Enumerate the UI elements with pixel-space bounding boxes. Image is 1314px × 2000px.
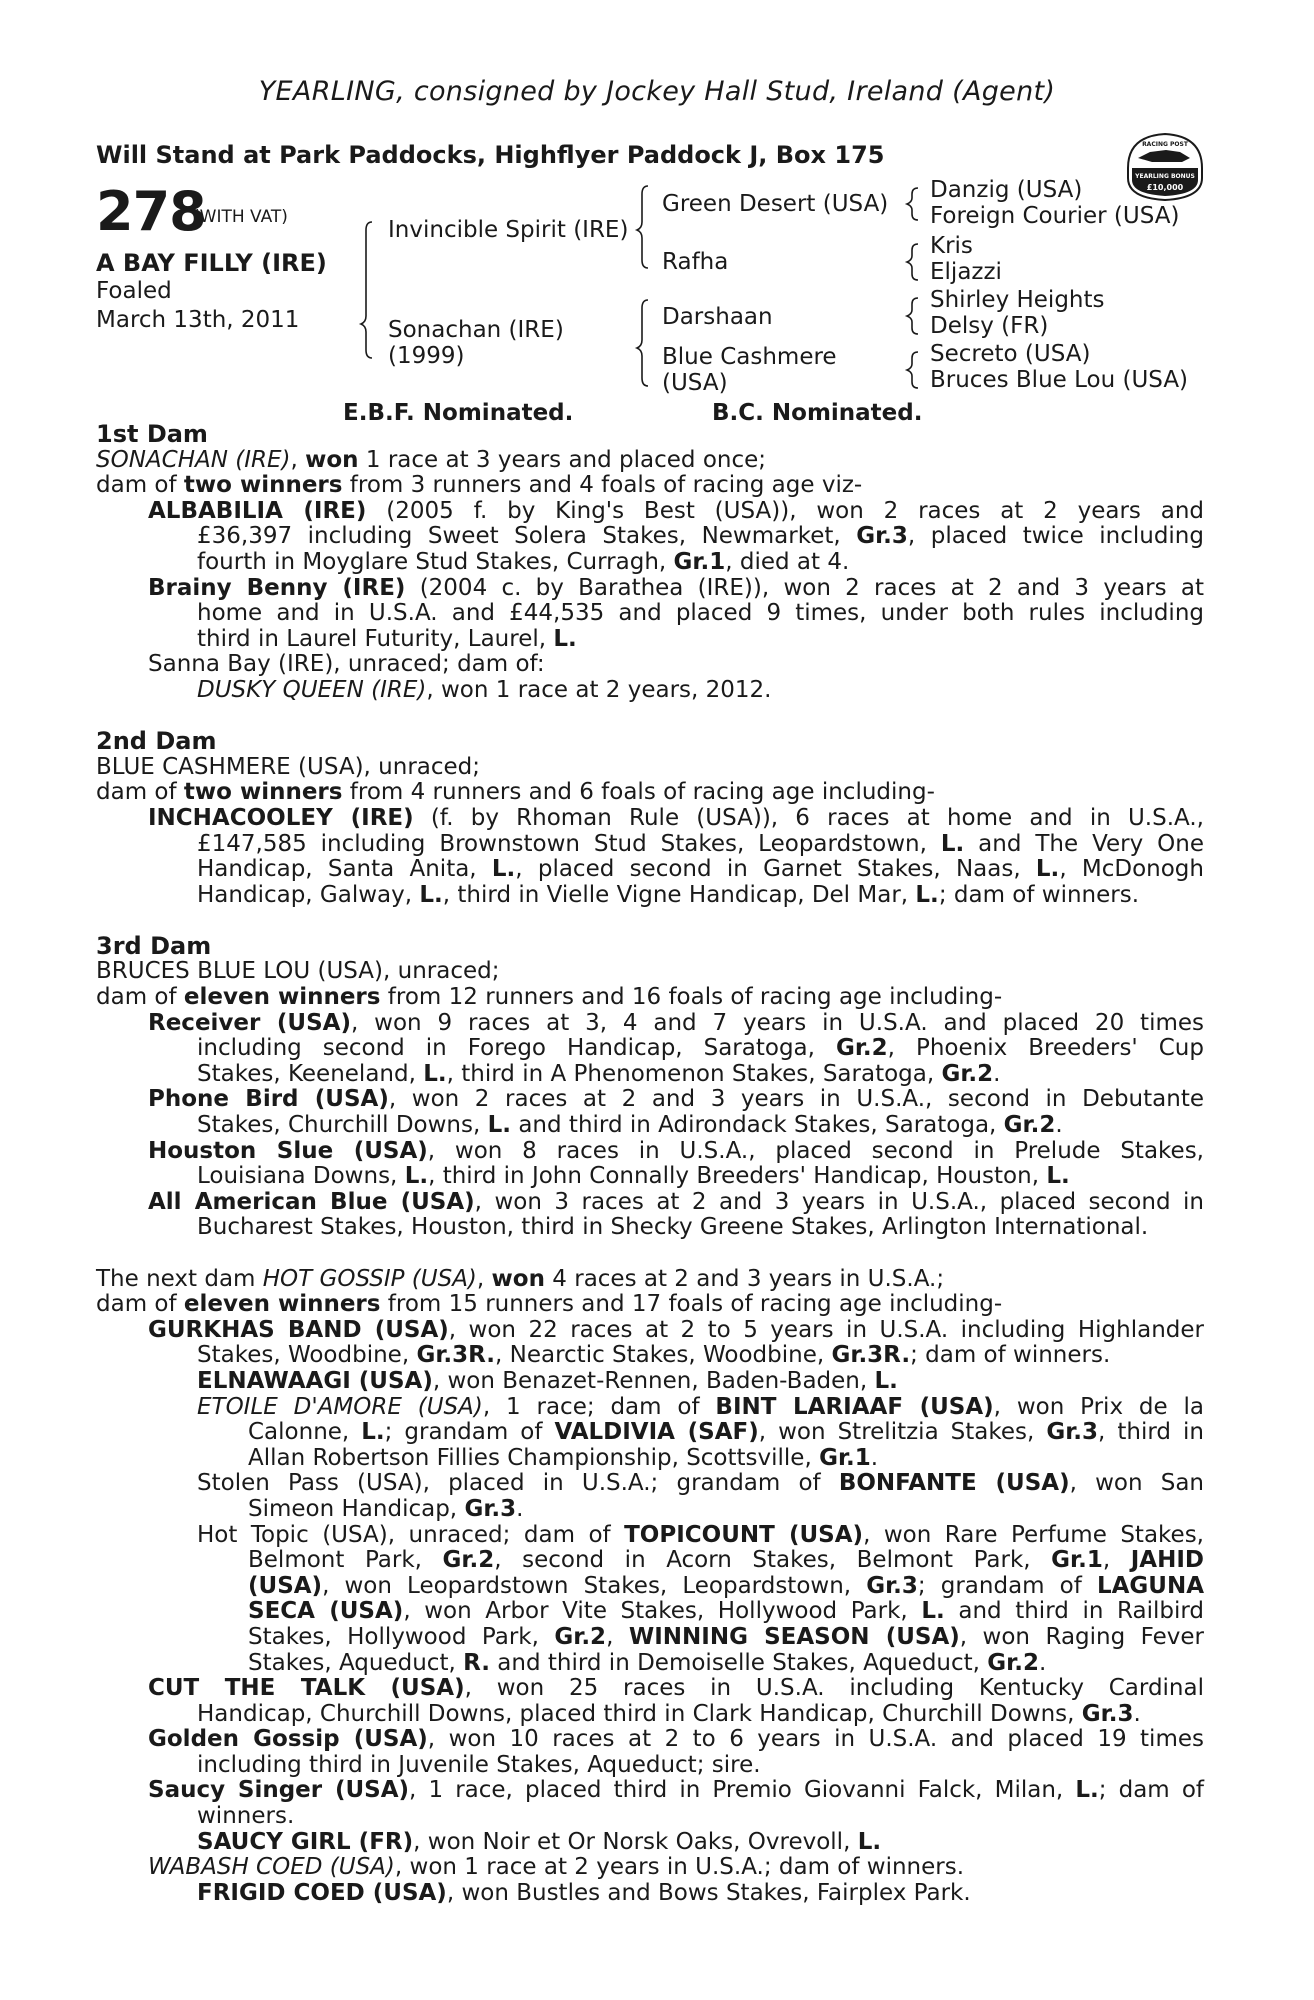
dsd: Delsy (FR) bbox=[930, 313, 1049, 339]
bc-nominated: B.C. Nominated. bbox=[712, 400, 923, 426]
dam-sire: Darshaan bbox=[662, 304, 773, 330]
sire-sire: Green Desert (USA) bbox=[662, 191, 889, 217]
first-dam-heading: 1st Dam bbox=[96, 420, 208, 448]
brace-dam bbox=[637, 300, 648, 386]
vat-note: (WITH VAT) bbox=[193, 207, 288, 227]
badge-amount-text: £10,000 bbox=[1146, 183, 1184, 192]
produce-hot-topic-4: SECA (USA), won Arbor Vite Stakes, Hollywood Park, L. and third in Railbird bbox=[248, 1598, 1204, 1625]
produce-brainy-benny-2: home and in U.S.A. and £44,535 and placed 9 times, under both rules including bbox=[197, 600, 1204, 627]
produce-saucy-singer-2: winners. bbox=[197, 1803, 295, 1830]
produce-hot-topic-5: Stakes, Hollywood Park, Gr.2, WINNING SEASON (USA), won Raging Fever bbox=[248, 1623, 1205, 1650]
first-dam-summary: dam of two winners from 3 runners and 4 foals of racing age viz- bbox=[96, 472, 863, 499]
produce-stolen-pass-2: Simeon Handicap, Gr.3. bbox=[248, 1495, 524, 1522]
produce-saucy-singer: Saucy Singer (USA), 1 race, placed third in Premio Giovanni Falck, Milan, L.; dam of bbox=[148, 1777, 1205, 1804]
produce-phone-bird-2: Stakes, Churchill Downs, L. and third in Adirondack Stakes, Saratoga, Gr.2. bbox=[197, 1112, 1063, 1139]
produce-etoile-damore-3: Allan Robertson Fillies Championship, Scottsville, Gr.1. bbox=[248, 1444, 879, 1471]
page-title: YEARLING, consigned by Jockey Hall Stud, Ireland (Agent) bbox=[258, 76, 1056, 107]
ebf-nominated: E.B.F. Nominated. bbox=[343, 400, 574, 426]
third-dam-summary: dam of eleven winners from 12 runners and 16 foals of racing age including- bbox=[96, 984, 1003, 1011]
pedigree-notes bbox=[96, 422, 1204, 1906]
produce-frigid-coed: FRIGID COED (USA), won Bustles and Bows Stakes, Fairplex Park. bbox=[197, 1879, 971, 1906]
produce-hot-topic-2: Belmont Park, Gr.2, second in Acorn Stakes, Belmont Park, Gr.1, JAHID bbox=[248, 1547, 1204, 1574]
first-dam-line: SONACHAN (IRE), won 1 race at 3 years and placed once; bbox=[96, 446, 767, 473]
produce-all-american-blue: All American Blue (USA), won 3 races at 2 and 3 years in U.S.A., placed second in bbox=[148, 1188, 1205, 1215]
produce-houston-slue-2: Louisiana Downs, L., third in John Connally Breeders' Handicap, Houston, L. bbox=[197, 1163, 1070, 1190]
produce-receiver-2: including second in Forego Handicap, Saratoga, Gr.2, Phoenix Breeders' Cup bbox=[197, 1035, 1204, 1062]
badge-mid-text: YEARLING BONUS bbox=[1135, 173, 1195, 180]
produce-hot-topic: Hot Topic (USA), unraced; dam of TOPICOUNT (USA), won Rare Perfume Stakes, bbox=[197, 1521, 1204, 1548]
badge-top-text: RACING POST bbox=[1142, 141, 1188, 148]
produce-inchacooley-2: £147,585 including Brownstown Stud Stakes, Leopardstown, L. and The Very One bbox=[197, 830, 1204, 857]
sire-dam: Rafha bbox=[662, 249, 729, 275]
produce-golden-gossip-2: including third in Juvenile Stakes, Aqueduct; sire. bbox=[197, 1751, 761, 1778]
brace-sire bbox=[637, 186, 648, 268]
ddd: Bruces Blue Lou (USA) bbox=[930, 367, 1189, 393]
brace-ss bbox=[907, 188, 918, 220]
produce-wabash-coed: WABASH COED (USA), won 1 race at 2 years in U.S.A.; dam of winners. bbox=[148, 1854, 965, 1881]
produce-receiver: Receiver (USA), won 9 races at 3, 4 and 7 years in U.S.A. and placed 20 times bbox=[148, 1009, 1205, 1036]
produce-saucy-girl: SAUCY GIRL (FR), won Noir et Or Norsk Oaks, Ovrevoll, L. bbox=[197, 1828, 882, 1855]
produce-phone-bird: Phone Bird (USA), won 2 races at 2 and 3 years in U.S.A., second in Debutante bbox=[148, 1086, 1204, 1113]
produce-dusky-queen: DUSKY QUEEN (IRE), won 1 race at 2 years, 2012. bbox=[197, 676, 772, 703]
produce-inchacooley-4: Handicap, Galway, L., third in Vielle Vigne Handicap, Del Mar, L.; dam of winners. bbox=[197, 881, 1140, 908]
produce-albabilia: ALBABILIA (IRE) (2005 f. by King's Best (USA)), won 2 races at 2 years and bbox=[148, 497, 1204, 524]
dam-dam-line1: Blue Cashmere bbox=[662, 344, 837, 370]
produce-receiver-3: Stakes, Keeneland, L., third in A Phenomenon Stakes, Saratoga, Gr.2. bbox=[197, 1060, 1001, 1087]
produce-gurkhas-band-2: Stakes, Woodbine, Gr.3R., Nearctic Stakes, Woodbine, Gr.3R.; dam of winners. bbox=[197, 1342, 1111, 1369]
produce-etoile-damore: ETOILE D'AMORE (USA), 1 race; dam of BINT LARIAAF (USA), won Prix de la bbox=[197, 1393, 1204, 1420]
stand-location: Will Stand at Park Paddocks, Highflyer Paddock J, Box 175 bbox=[96, 141, 885, 169]
produce-inchacooley-3: Handicap, Santa Anita, L., placed second in Garnet Stakes, Naas, L., McDonogh bbox=[197, 856, 1204, 883]
produce-sanna-bay: Sanna Bay (IRE), unraced; dam of: bbox=[148, 651, 545, 678]
third-dam-line: BRUCES BLUE LOU (USA), unraced; bbox=[96, 958, 500, 985]
produce-golden-gossip: Golden Gossip (USA), won 10 races at 2 to 6 years in U.S.A. and placed 19 times bbox=[148, 1726, 1204, 1753]
produce-elnawaagi: ELNAWAAGI (USA), won Benazet-Rennen, Baden-Baden, L. bbox=[197, 1367, 898, 1394]
yearling-bonus-badge bbox=[1122, 128, 1208, 204]
brace-sd bbox=[907, 244, 918, 280]
dam-line2: (1999) bbox=[388, 343, 465, 369]
next-dam-line: The next dam HOT GOSSIP (USA), won 4 races at 2 and 3 years in U.S.A.; bbox=[96, 1265, 945, 1292]
sire: Invincible Spirit (IRE) bbox=[388, 217, 629, 243]
third-dam-heading: 3rd Dam bbox=[96, 931, 212, 960]
produce-hot-topic-6: Stakes, Aqueduct, R. and third in Demoiselle Stakes, Aqueduct, Gr.2. bbox=[248, 1649, 1047, 1676]
dam-dam-line2: (USA) bbox=[662, 370, 728, 396]
brace-dd bbox=[907, 352, 918, 388]
produce-gurkhas-band: GURKHAS BAND (USA), won 22 races at 2 to 5 years in U.S.A. including Highlander bbox=[148, 1316, 1204, 1343]
sss: Danzig (USA) bbox=[930, 177, 1083, 203]
produce-cut-the-talk-2: Handicap, Churchill Downs, placed third in Clark Handicap, Churchill Downs, Gr.3. bbox=[197, 1700, 1141, 1727]
foaled-info bbox=[96, 277, 299, 335]
lot-description: A BAY FILLY (IRE) bbox=[96, 249, 327, 277]
brace-lot bbox=[361, 222, 372, 358]
brace-ds bbox=[907, 298, 918, 334]
dam-line1: Sonachan (IRE) bbox=[388, 317, 564, 343]
produce-albabilia-2: £36,397 including Sweet Solera Stakes, Newmarket, Gr.3, placed twice including bbox=[197, 523, 1204, 550]
dss: Shirley Heights bbox=[930, 287, 1105, 313]
produce-inchacooley: INCHACOOLEY (IRE) (f. by Rhoman Rule (USA)), 6 races at home and in U.S.A., bbox=[148, 804, 1204, 831]
produce-houston-slue: Houston Slue (USA), won 8 races in U.S.A., placed second in Prelude Stakes, bbox=[148, 1137, 1204, 1164]
produce-etoile-damore-2: Calonne, L.; grandam of VALDIVIA (SAF), won Strelitzia Stakes, Gr.3, third in bbox=[248, 1419, 1204, 1446]
foaled-date: March 13th, 2011 bbox=[96, 307, 300, 333]
produce-hot-topic-3: (USA), won Leopardstown Stakes, Leopardstown, Gr.3; grandam of LAGUNA bbox=[248, 1572, 1204, 1599]
sdd: Eljazzi bbox=[930, 259, 1002, 285]
produce-brainy-benny: Brainy Benny (IRE) (2004 c. by Barathea (IRE)), won 2 races at 2 and 3 years at bbox=[148, 574, 1204, 601]
lot-number: 278 bbox=[96, 180, 206, 243]
ssd: Foreign Courier (USA) bbox=[930, 203, 1180, 229]
produce-all-american-blue-2: Bucharest Stakes, Houston, third in Shecky Greene Stakes, Arlington International. bbox=[197, 1214, 1149, 1241]
produce-albabilia-3: fourth in Moyglare Stud Stakes, Curragh, Gr.1, died at 4. bbox=[197, 548, 850, 575]
dds: Secreto (USA) bbox=[930, 341, 1091, 367]
produce-cut-the-talk: CUT THE TALK (USA), won 25 races in U.S.A. including Kentucky Cardinal bbox=[148, 1675, 1204, 1702]
sds: Kris bbox=[930, 233, 973, 259]
produce-stolen-pass: Stolen Pass (USA), placed in U.S.A.; grandam of BONFANTE (USA), won San bbox=[197, 1470, 1204, 1497]
next-dam-summary: dam of eleven winners from 15 runners and 17 foals of racing age including- bbox=[96, 1291, 1003, 1318]
foaled-label: Foaled bbox=[96, 278, 172, 304]
produce-brainy-benny-3: third in Laurel Futurity, Laurel, L. bbox=[197, 625, 577, 652]
second-dam-summary: dam of two winners from 4 runners and 6 foals of racing age including- bbox=[96, 779, 935, 806]
second-dam-heading: 2nd Dam bbox=[96, 727, 217, 756]
second-dam-line: BLUE CASHMERE (USA), unraced; bbox=[96, 753, 481, 780]
